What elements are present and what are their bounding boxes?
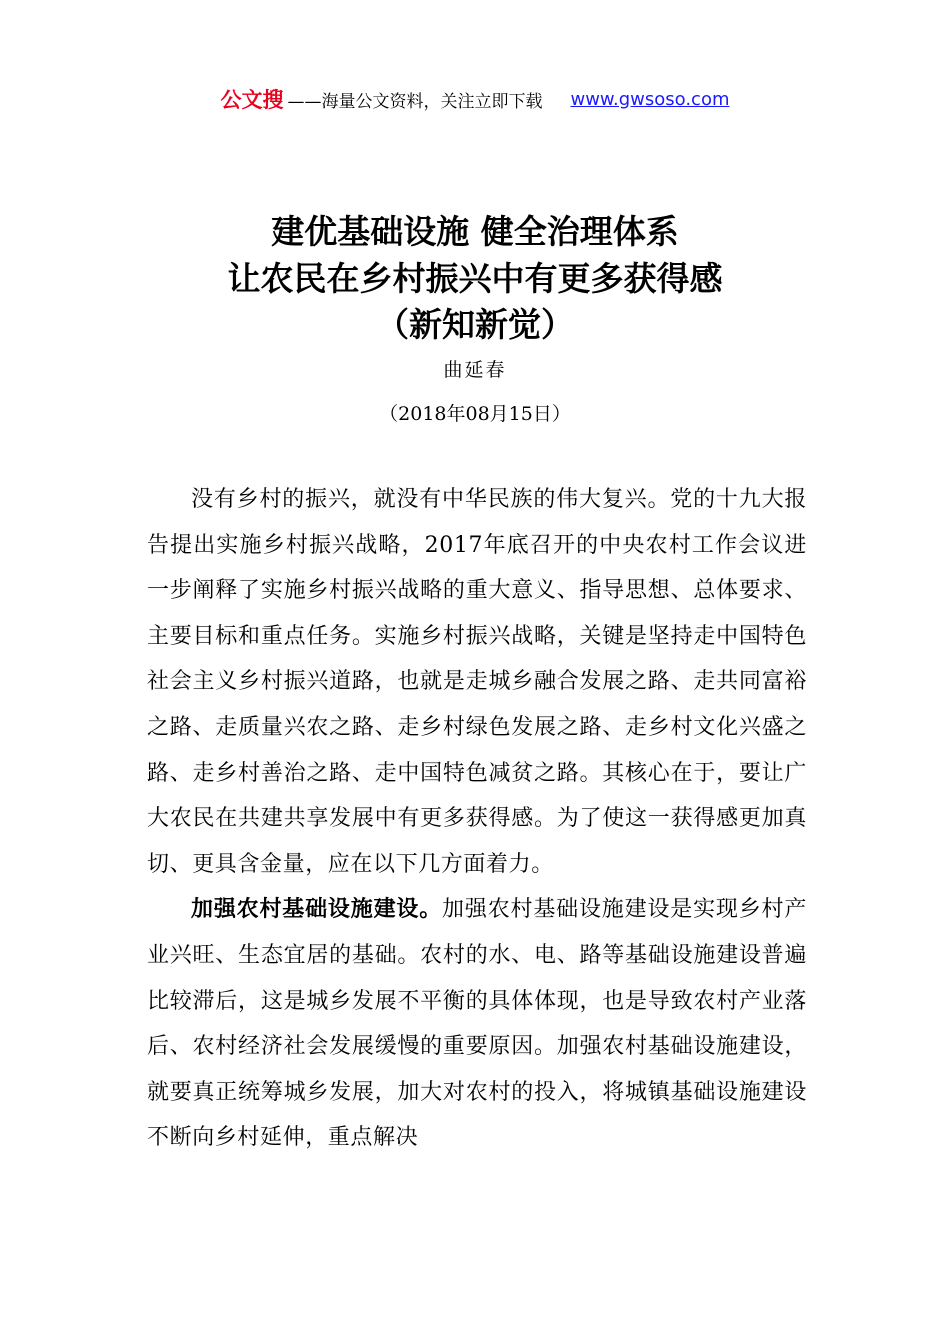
header-tagline: ——海量公文资料，关注立即下载 [287, 91, 543, 112]
article-title-line-1: 建优基础设施 健全治理体系 [271, 212, 679, 251]
brand-logo-text: 公文搜 [220, 88, 284, 112]
article-body [147, 477, 807, 1161]
article-date: （2018年08月15日） [379, 403, 571, 425]
article-title-line-2: 让农民在乡村振兴中有更多获得感 [227, 259, 723, 298]
paragraph-2 [147, 887, 807, 1161]
article-title-line-3: （新知新觉） [376, 305, 574, 344]
paragraph-2-text: 加强农村基础设施建设是实现乡村产业兴旺、生态宜居的基础。农村的水、电、路等基础设施建设普遍比较滞后，这是城乡发展不平衡的具体体现，也是导致农村产业落后、农村经济社会发展缓慢的重要原因。加强农村基础设施建设，就要真正统筹城乡发展，加大对农村的投入，将城镇基础设施建设不断向乡村延伸，重点解决 [147, 897, 807, 1151]
paragraph-2-lead: 加强农村基础设施建设。 [191, 896, 443, 923]
paragraph-1: 没有乡村的振兴，就没有中华民族的伟大复兴。党的十九大报告提出实施乡村振兴战略，2017年底召开的中央农村工作会议进一步阐释了实施乡村振兴战略的重大意义、指导思想、总体要求、主要目标和重点任务。实施乡村振兴战略，关键是坚持走中国特色社会主义乡村振兴道路，也就是走城乡融合发展之路、走共同富裕之路、走质量兴农之路、走乡村绿色发展之路、走乡村文化兴盛之路、走乡村善治之路、走中国特色减贫之路。其核心在于，要让广大农民在共建共享发展中有更多获得感。为了使这一获得感更加真切、更具含金量，应在以下几方面着力。 [147, 487, 807, 877]
page-header [0, 84, 950, 114]
website-link[interactable]: www.gwsoso.com [570, 88, 730, 110]
article-author: 曲延春 [443, 359, 507, 381]
